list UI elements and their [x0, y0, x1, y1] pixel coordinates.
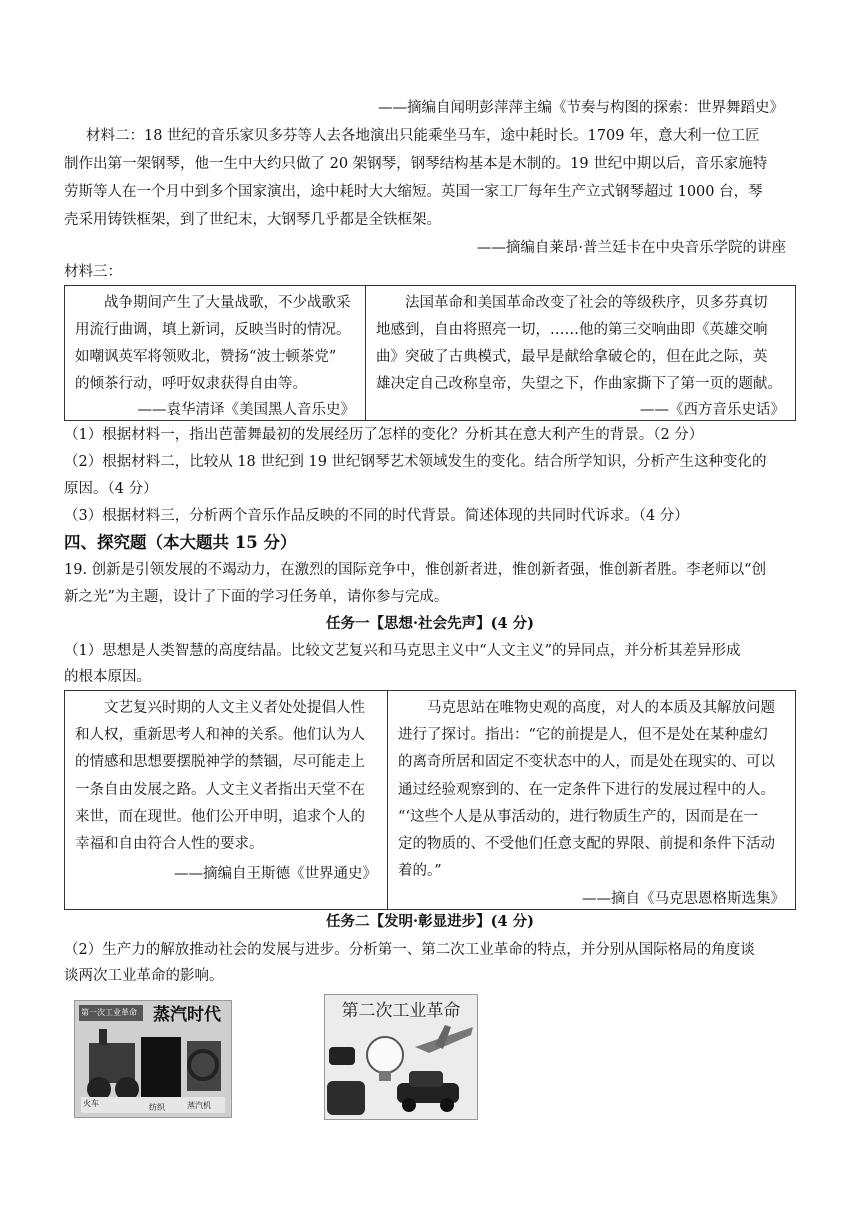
material3-table [64, 285, 796, 421]
task1-right-line: 着的。” [398, 863, 442, 880]
material3-right-line: 曲》突破了古典模式，最早是献给拿破仑的，但在此之际，英 [376, 349, 768, 365]
task1-right-line: 进行了探讨。指出：“它的前提是人，但不是处在某种虚幻 [398, 727, 768, 744]
material2-line: 材料二：18 世纪的音乐家贝多芬等人去各地演出只能乘坐马车，途中耗时长。1709 年，意大利一位工匠 [86, 128, 760, 144]
first-ir-caption-train: 火车 [83, 1099, 99, 1108]
first-ir-caption-textile: 纺织 [149, 1103, 165, 1112]
section4-title: 四、探究题（本大题共 15 分） [64, 533, 297, 552]
material3-right-source: ——《西方音乐史话》 [640, 402, 785, 418]
task1-question: （1）思想是人类智慧的高度结晶。比较文艺复兴和马克思主义中“人文主义”的异同点，并分析其差异形成 [64, 643, 741, 659]
first-ir-title: 蒸汽时代 [153, 1005, 221, 1025]
task1-question-cont: 的根本原因。 [64, 669, 151, 685]
task1-left-line: 和人权，重新思考人和神的关系。他们认为人 [75, 727, 365, 744]
task1-right-line: 马克思站在唯物史观的高度，对人的本质及其解放问题 [398, 700, 775, 716]
task2-question: （2）生产力的解放推动社会的发展与进步。分析第一、第二次工业革命的特点，并分别从国际格局的角度谈 [64, 942, 755, 958]
material1-source: ——摘编自闻明彭萍萍主编《节奏与构图的探索：世界舞蹈史》 [378, 100, 784, 116]
task1-left-source: ——摘编自王斯德《世界通史》 [174, 866, 377, 883]
task1-left-line: 的情感和思想要摆脱神学的禁锢，尽可能走上 [75, 754, 365, 771]
material3-right-line: 法国革命和美国革命改变了社会的等级秩序，贝多芬真切 [376, 295, 768, 311]
task1-right-line: 的离奇所居和固定不变状态中的人，而是处在现实的、可以 [398, 754, 775, 771]
material3-right-line: 地感到，自由将照亮一切，……他的第三交响曲即《英雄交响 [376, 322, 768, 338]
task2-question-cont: 谈两次工业革命的影响。 [64, 968, 224, 984]
first-ir-tag: 第一次工业革命 [81, 1008, 137, 1017]
material3-left-line: 战争期间产生了大量战歌，不少战歌采 [75, 295, 351, 311]
material3-left-line: 的倾茶行动，呼吁奴隶获得自由等。 [75, 376, 307, 392]
task1-left-line: 来世，而在现世。他们公开申明，追求个人的 [75, 808, 365, 825]
task1-right-line: “‘这些个人是从事活动的，进行物质生产的，因而是在一 [398, 808, 759, 825]
task1-title: 任务一【思想·社会先声】(4 分) [326, 615, 534, 632]
second-industrial-revolution-image [324, 994, 478, 1120]
material3-right-line: 雄决定自己改称皇帝，失望之下，作曲家撕下了第一页的题献。 [376, 376, 782, 392]
material2-line: 壳采用铸铁框架，到了世纪末，大钢琴几乎都是全铁框架。 [64, 212, 441, 228]
first-industrial-revolution-image [74, 1000, 232, 1118]
task1-right-line: 通过经验观察到的、在一定条件下进行的发展过程中的人。 [398, 781, 775, 798]
task2-title: 任务二【发明·彰显进步】(4 分) [326, 913, 534, 930]
task1-right-source: ——摘自《马克思恩格斯选集》 [582, 891, 785, 908]
question-18-3: （3）根据材料三，分析两个音乐作品反映的不同的时代背景。简述体现的共同时代诉求。（4 分） [64, 508, 689, 524]
task1-left-line: 文艺复兴时期的人文主义者处处提倡人性 [75, 700, 365, 716]
material3-left-line: 如嘲讽英军将领败北，赞扬“波士顿茶党” [75, 349, 337, 365]
task1-left-cell [65, 691, 388, 910]
material2-source: ——摘编自莱昂·普兰廷卡在中央音乐学院的讲座 [476, 240, 786, 256]
material2-line: 制作出第一架钢琴，他一生中大约只做了 20 架钢琴，钢琴结构基本是木制的。19 世纪中期以后，音乐家施特 [64, 156, 768, 172]
task1-right-cell [388, 691, 796, 910]
task1-right-line: 定的物质的、不受他们任意支配的界限、前提和条件下活动 [398, 836, 775, 853]
question-18-2: （2）根据材料二，比较从 18 世纪到 19 世纪钢琴艺术领域发生的变化。结合所学知识，分析产生这种变化的 [64, 454, 767, 470]
question-18-2-cont: 原因。（4 分） [64, 481, 158, 497]
task1-left-line: 幸福和自由符合人性的要求。 [75, 836, 264, 853]
material3-label: 材料三： [64, 264, 122, 280]
first-ir-caption-steam: 蒸汽机 [187, 1101, 211, 1110]
material2-line: 劳斯等人在一个月中到多个国家演出，途中耗时大大缩短。英国一家工厂每年生产立式钢琴超过 1000 台，琴 [64, 184, 763, 200]
material3-left-line: 用流行曲调，填上新词，反映当时的情况。 [75, 322, 351, 338]
material3-right-cell [366, 286, 796, 421]
second-ir-title: 第二次工业革命 [341, 1001, 461, 1021]
task1-table [64, 690, 796, 910]
task1-left-line: 一条自由发展之路。人文主义者指出天堂不在 [75, 781, 365, 798]
material3-left-cell [65, 286, 366, 421]
material3-left-source: ——袁华清译《美国黑人音乐史》 [137, 402, 355, 418]
question-18-1: （1）根据材料一，指出芭蕾舞最初的发展经历了怎样的变化？分析其在意大利产生的背景。（2 分） [64, 427, 704, 443]
question-19-intro: 19. 创新是引领发展的不竭动力，在激烈的国际竞争中，惟创新者进，惟创新者强，惟创新者胜。李老师以“创 [64, 562, 767, 578]
question-19-intro-cont: 新之光”为主题，设计了下面的学习任务单，请你参与完成。 [64, 589, 449, 605]
